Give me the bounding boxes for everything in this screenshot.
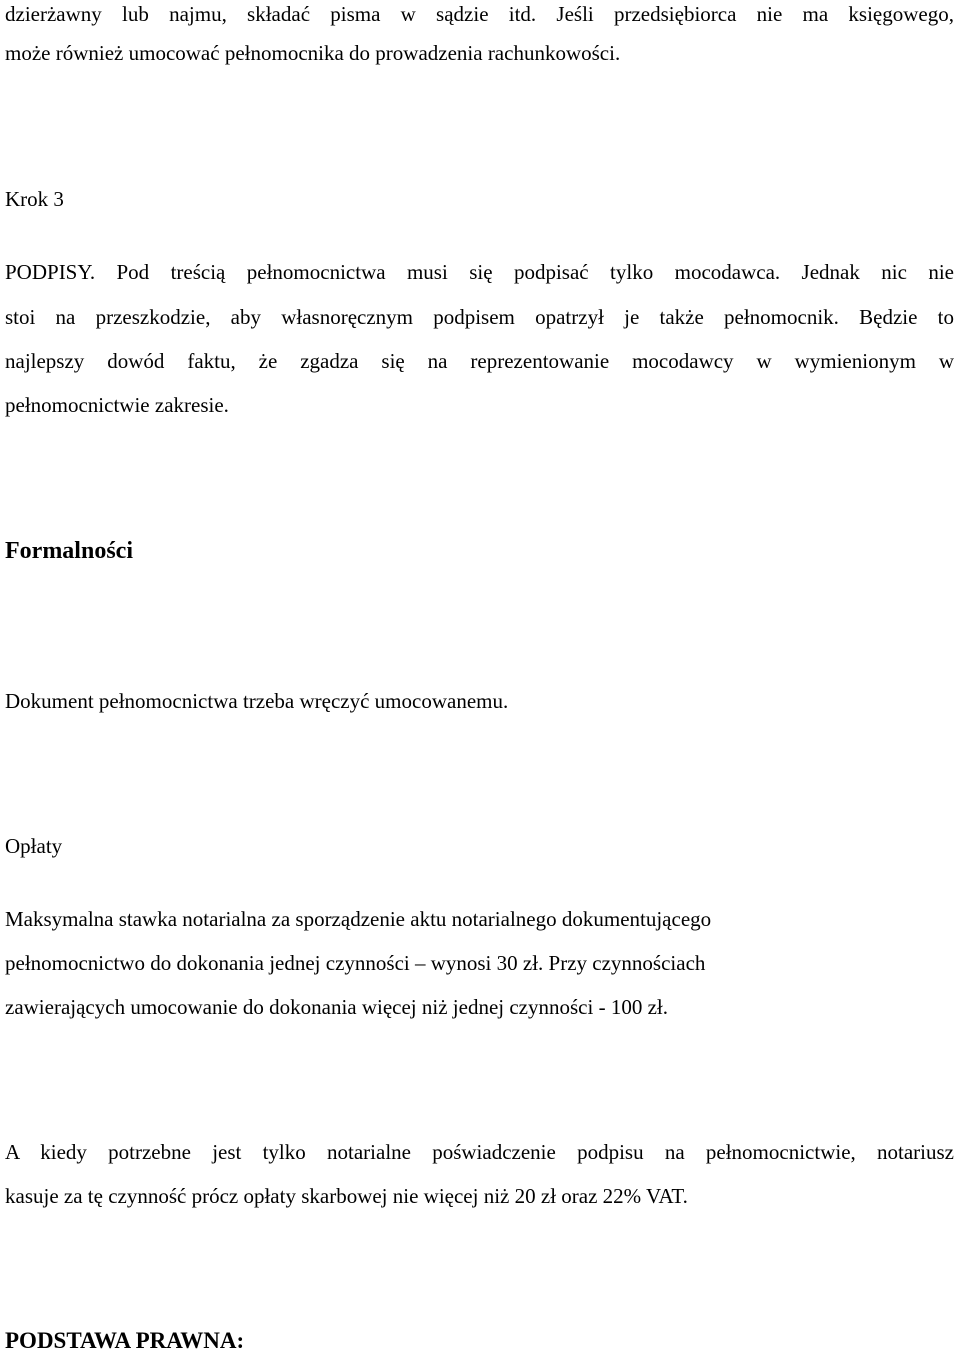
fees-paragraph-2-line-1: A kiedy potrzebne jest tylko notarialne poświadczenie podpisu na pełnomocnictwie, notariusz <box>5 1140 954 1164</box>
step-3-line-1: PODPISY. Pod treścią pełnomocnictwa musi się podpisać tylko mocodawca. Jednak nic nie <box>5 260 954 284</box>
fees-heading: Opłaty <box>5 834 63 858</box>
step-3-line-4: pełnomocnictwie zakresie. <box>5 393 229 417</box>
fees-paragraph-2-line-2: kasuje za tę czynność prócz opłaty skarbowej nie więcej niż 20 zł oraz 22% VAT. <box>5 1184 688 1208</box>
formalities-text: Dokument pełnomocnictwa trzeba wręczyć umocowanemu. <box>5 689 509 713</box>
fees-line-3: zawierających umocowanie do dokonania więcej niż jednej czynności - 100 zł. <box>5 995 668 1019</box>
step-3-line-2: stoi na przeszkodzie, aby własnoręcznym podpisem opatrzył je także pełnomocnik. Będzie to <box>5 305 954 329</box>
fees-line-2: pełnomocnictwo do dokonania jednej czynności – wynosi 30 zł. Przy czynnościach <box>5 951 706 975</box>
legal-basis-heading: PODSTAWA PRAWNA: <box>5 1328 245 1353</box>
intro-line-1: dzierżawny lub najmu, składać pisma w sądzie itd. Jeśli przedsiębiorca nie ma księgowego, <box>5 2 954 26</box>
formalities-heading: Formalności <box>5 538 133 564</box>
fees-line-1: Maksymalna stawka notarialna za sporządzenie aktu notarialnego dokumentującego <box>5 907 712 931</box>
step-3-title: Krok 3 <box>5 187 64 211</box>
intro-line-2: może również umocować pełnomocnika do prowadzenia rachunkowości. <box>5 41 621 65</box>
step-3-line-3: najlepszy dowód faktu, że zgadza się na reprezentowanie mocodawcy w wymienionym w <box>5 349 954 373</box>
